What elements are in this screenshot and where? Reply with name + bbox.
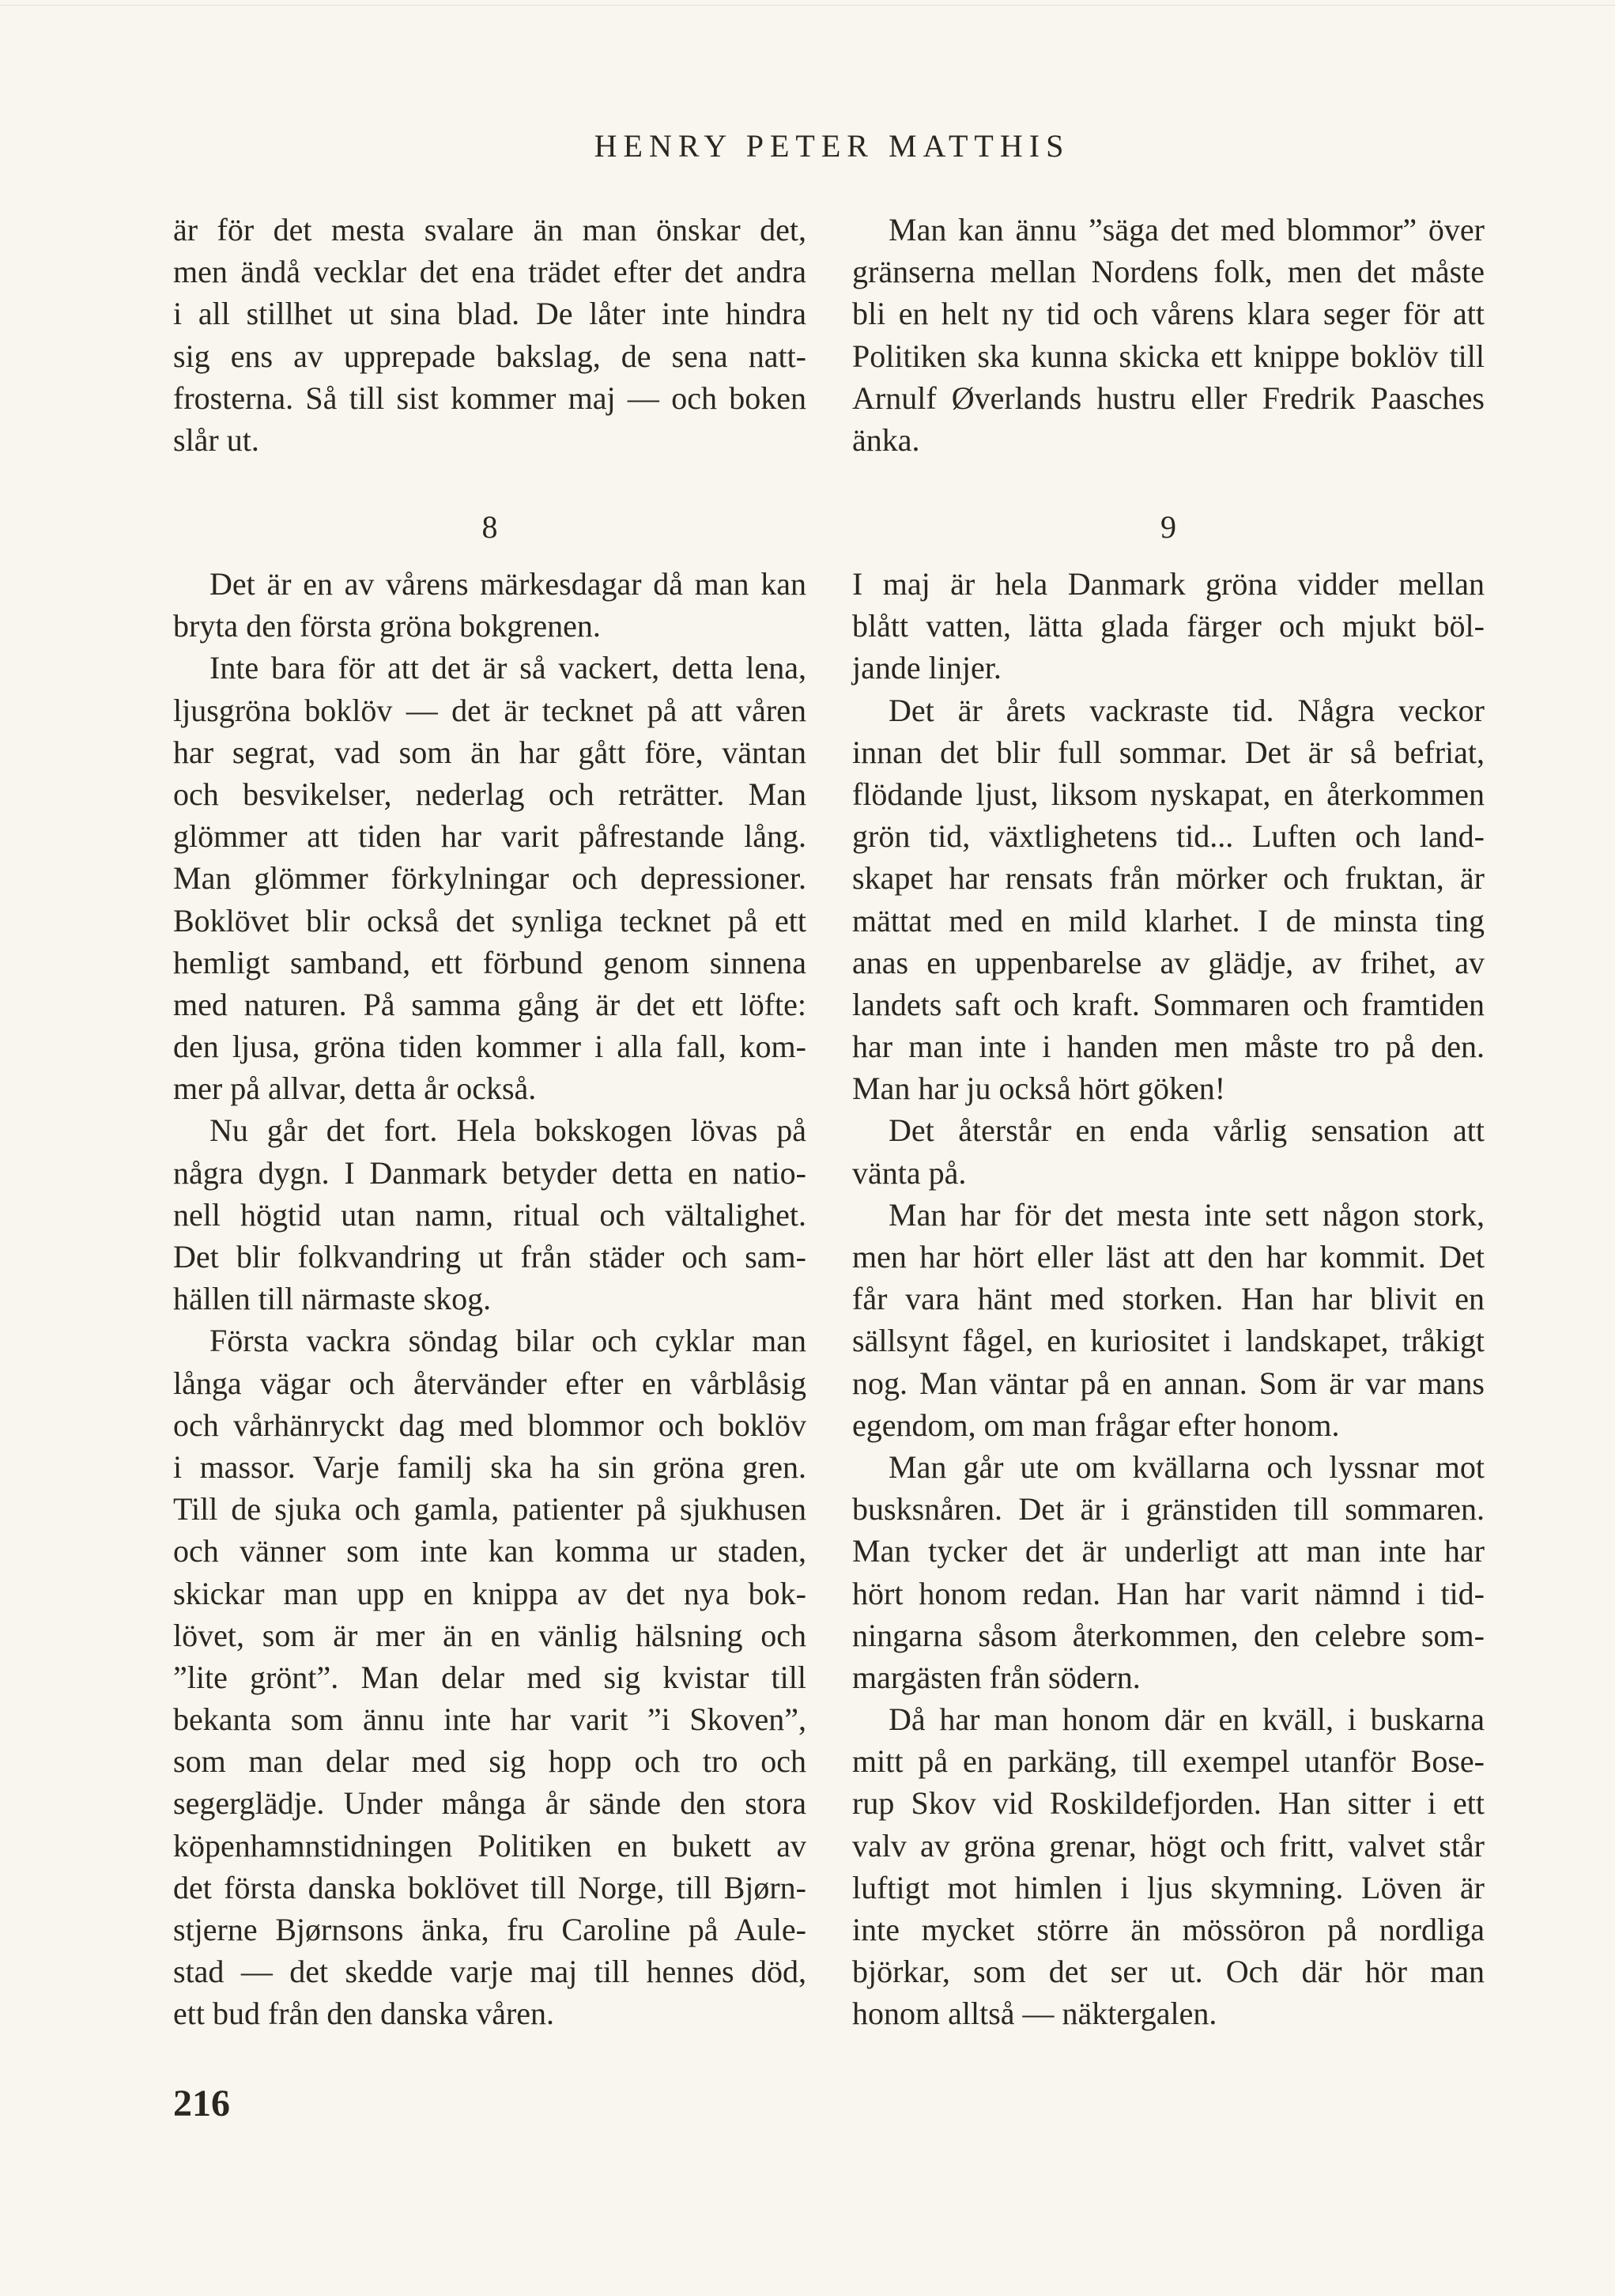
text-line: ett bud från den danska våren.: [173, 1996, 555, 2032]
text-line: ”lite grönt”. Man delar med sig kvistar till: [173, 1659, 806, 1695]
text-line: några dygn. I Danmark betyder detta en natio-: [173, 1154, 806, 1191]
section-body: [173, 563, 806, 2035]
text-line: Man har för det mesta inte sett någon stork,: [889, 1196, 1485, 1233]
text-line: egendom, om man frågar efter honom.: [852, 1407, 1340, 1443]
text-line: hällen till närmaste skog.: [173, 1281, 492, 1317]
text-line: sällsynt fågel, en kuriositet i landskapet, tråkigt: [852, 1323, 1485, 1359]
text-line: Arnulf Øverlands hustru eller Fredrik Paasches: [852, 380, 1485, 416]
section-number: 9: [1160, 509, 1176, 545]
left-column: [173, 0, 806, 2135]
text-line: änka.: [852, 421, 920, 458]
text-line: i all stillhet ut sina blad. De låter inte hindra: [173, 296, 806, 332]
text-line: i massor. Varje familj ska ha sin gröna gren.: [173, 1448, 806, 1485]
text-line: flödande ljust, liksom nyskapat, en återkommen: [852, 776, 1485, 812]
text-line: mättat med en mild klarhet. I de minsta ting: [852, 902, 1485, 938]
text-line: glömmer att tiden har varit påfrestande lång.: [173, 818, 806, 855]
paragraph: [852, 1109, 1485, 1193]
text-line: Man kan ännu ”säga det med blommor” över: [889, 212, 1485, 247]
text-line: frosterna. Så till sist kommer maj — och boken: [173, 380, 806, 416]
text-line: margästen från södern.: [852, 1659, 1141, 1695]
paragraph: [852, 1446, 1485, 1698]
text-line: jande linjer.: [852, 650, 1002, 686]
page-number: 216: [173, 2083, 230, 2124]
paragraph: [852, 689, 1485, 1110]
paragraph: [173, 1109, 806, 1320]
text-line: sig ens av upprepade bakslag, de sena natt-: [173, 338, 806, 374]
text-line: Nu går det fort. Hela bokskogen lövas på: [209, 1112, 806, 1149]
text-line: Första vackra söndag bilar och cyklar man: [209, 1323, 806, 1359]
text-line: lövet, som är mer än en vänlig hälsning och: [173, 1617, 806, 1653]
section-body: [852, 563, 1485, 2035]
text-line: grön tid, växtlighetens tid... Luften och land-: [852, 818, 1485, 855]
text-line: I maj är hela Danmark gröna vidder mellan: [852, 566, 1485, 602]
text-line: skickar man upp en knippa av det nya bok-: [173, 1575, 806, 1611]
text-line: vänta på.: [852, 1154, 967, 1191]
text-line: skapet har rensats från mörker och fruktan, är: [852, 860, 1485, 897]
text-line: valv av gröna grenar, högt och fritt, valvet står: [852, 1827, 1485, 1864]
text-line: Inte bara för att det är så vackert, detta lena,: [209, 650, 806, 686]
paragraph: [852, 1194, 1485, 1446]
text-line: Man glömmer förkylningar och depressioner.: [173, 860, 806, 897]
text-line: honom alltså — näktergalen.: [852, 1996, 1217, 2032]
text-line: köpenhamnstidningen Politiken en bukett av: [173, 1827, 806, 1864]
text-line: och besvikelser, nederlag och reträtter. Man: [173, 776, 806, 812]
text-line: får vara hänt med storken. Han har blivit en: [852, 1281, 1485, 1317]
text-line: men ändå vecklar det ena trädet efter det andra: [173, 254, 806, 290]
paragraph: [852, 563, 1485, 689]
paragraph: [852, 1698, 1485, 2035]
text-line: slår ut.: [173, 421, 259, 458]
text-line: Man har ju också hört göken!: [852, 1071, 1226, 1107]
text-line: inte mycket större än mössöron på nordliga: [852, 1912, 1485, 1947]
text-line: Till de sjuka och gamla, patienter på sjukhusen: [173, 1491, 806, 1528]
paragraph: [173, 1320, 806, 2034]
text-line: bli en helt ny tid och vårens klara seger för att: [852, 296, 1485, 332]
text-line: hört honom redan. Han har varit nämnd i tid-: [852, 1575, 1485, 1611]
text-line: stjerne Bjørnsons änka, fru Caroline på Aule-: [173, 1912, 806, 1947]
text-line: med naturen. På samma gång är det ett löfte:: [173, 986, 806, 1022]
text-line: har segrat, vad som än har gått före, väntan: [173, 734, 806, 770]
text-line: Politiken ska kunna skicka ett knippe boklöv till: [852, 338, 1485, 374]
text-line: hemligt samband, ett förbund genom sinnena: [173, 944, 806, 980]
text-line: Det är en av vårens märkesdagar då man kan: [209, 566, 806, 602]
text-line: innan det blir full sommar. Det är så befriat,: [852, 734, 1485, 770]
text-line: ningarna såsom återkommen, den celebre som-: [852, 1617, 1485, 1653]
text-line: segerglädje. Under många år sände den stora: [173, 1785, 806, 1822]
text-line: luftigt mot himlen i ljus skymning. Löven är: [852, 1869, 1485, 1905]
text-line: anas en uppenbarelse av glädje, av frihet, av: [852, 944, 1485, 980]
text-line: och vänner som inte kan komma ur staden,: [173, 1533, 806, 1569]
text-line: men har hört eller läst att den har kommit. Det: [852, 1239, 1485, 1275]
text-line: och vårhänryckt dag med blommor och boklöv: [173, 1407, 806, 1443]
text-line: nell högtid utan namn, ritual och vältalighet.: [173, 1196, 806, 1233]
text-line: stad — det skedde varje maj till hennes död,: [173, 1954, 806, 1990]
text-line: Det blir folkvandring ut från städer och sam-: [173, 1239, 806, 1275]
text-line: är för det mesta svalare än man önskar det,: [173, 212, 806, 247]
text-line: har man inte i handen men måste tro på den.: [852, 1029, 1485, 1065]
text-line: blått vatten, lätta glada färger och mjukt böl-: [852, 608, 1485, 644]
text-line: långa vägar och återvänder efter en vårblåsig: [173, 1365, 806, 1401]
text-line: mer på allvar, detta år också.: [173, 1071, 537, 1107]
text-line: Det återstår en enda vårlig sensation att: [889, 1112, 1485, 1149]
text-line: bryta den första gröna bokgrenen.: [173, 608, 601, 644]
section-number: 8: [481, 509, 498, 545]
running-head: HENRY PETER MATTHIS: [594, 128, 1070, 164]
text-line: mitt på en parkäng, till exempel utanför Bose-: [852, 1743, 1485, 1780]
opening-paragraph: [852, 209, 1485, 461]
paragraph: [173, 647, 806, 1109]
paragraph: [173, 563, 806, 647]
text-line: gränserna mellan Nordens folk, men det måste: [852, 254, 1485, 290]
text-line: björkar, som det ser ut. Och där hör man: [852, 1954, 1485, 1990]
text-line: bekanta som ännu inte har varit ”i Skoven”,: [173, 1701, 806, 1738]
text-line: rup Skov vid Roskildefjorden. Han sitter i ett: [852, 1785, 1485, 1822]
text-line: det första danska boklövet till Norge, till Bjørn-: [173, 1869, 806, 1905]
text-line: som man delar med sig hopp och tro och: [173, 1743, 806, 1780]
text-line: ljusgröna boklöv — det är tecknet på att våren: [173, 692, 806, 728]
text-line: landets saft och kraft. Sommaren och framtiden: [852, 986, 1485, 1022]
text-line: den ljusa, gröna tiden kommer i alla fall, kom-: [173, 1029, 806, 1065]
text-line: nog. Man väntar på en annan. Som är var mans: [852, 1365, 1485, 1401]
right-column: [852, 0, 1485, 2135]
continued-paragraph: [173, 209, 806, 461]
text-line: Då har man honom där en kväll, i buskarna: [889, 1701, 1485, 1738]
text-line: Boklövet blir också det synliga tecknet på ett: [173, 902, 806, 938]
text-line: Det är årets vackraste tid. Några veckor: [889, 692, 1485, 728]
text-line: busksnåren. Det är i gränstiden till sommaren.: [852, 1491, 1485, 1528]
text-line: Man går ute om kvällarna och lyssnar mot: [889, 1448, 1485, 1485]
text-line: Man tycker det är underligt att man inte har: [852, 1533, 1485, 1569]
